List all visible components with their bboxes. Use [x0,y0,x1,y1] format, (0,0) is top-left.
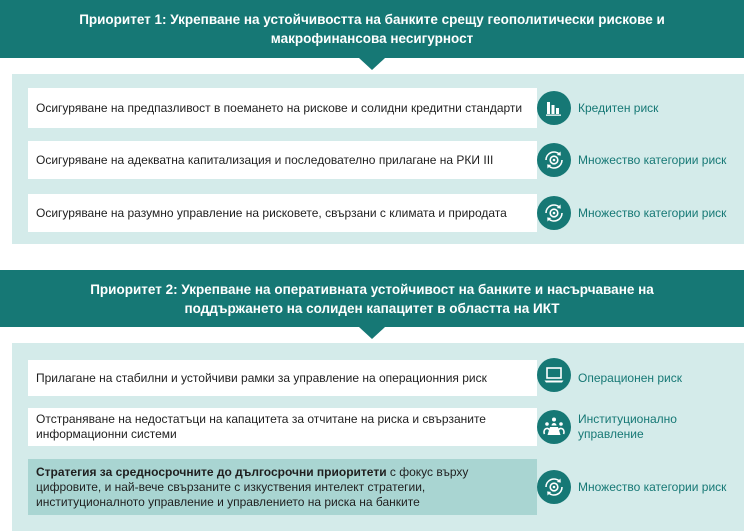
item-text: Осигуряване на адекватна капитализация и последователно прилагане на РКИ III [36,152,494,167]
gear-cycle-icon [537,470,571,504]
priority-1-item-3 [28,194,537,232]
priority-1-category-3: Множество категории риск [578,205,727,220]
laptop-icon [537,358,571,392]
item-text [36,465,529,510]
item-text: Отстраняване на недостатъци на капацитета за отчитане на риска и свързаните информационни системи [36,412,486,441]
gear-cycle-icon [537,143,571,177]
priority-2-category-1: Операционен риск [578,370,682,385]
priority-2-category-3: Множество категории риск [578,479,727,494]
item-text-bold: Стратегия за средносрочните до дългосрочни приоритети [36,464,387,479]
priority-1-banner [0,0,744,58]
priority-1-category-2: Множество категории риск [578,152,727,167]
priority-2-category-2: Институционално управление [578,412,677,441]
priority-1-title-line2: макрофинансова несигурност [270,31,474,46]
priority-2-title-line1: Приоритет 2: Укрепване на оперативната устойчивост на банките и насърчаване на [90,281,654,297]
item-text: Осигуряване на предпазливост в поемането на рискове и солидни кредитни стандарти [36,100,523,115]
priority-2-item-2 [28,408,537,446]
item-text: Осигуряване на разумно управление на рисковете, свързани с климата и природата [36,205,507,220]
item-text-rest: с фокус върху цифровите, и най-вече свързаните с изкуствения интелект стратегии, институционалното управление и управлението на риска на банките [36,464,469,509]
priority-2-title-line2: поддържането на солиден капацитет в областта на ИКТ [184,300,560,316]
gear-cycle-icon [537,196,571,230]
priority-2-item-1 [28,360,537,396]
item-text: Прилагане на стабилни и устойчиви рамки за управление на операционния риск [36,370,487,385]
priority-1-item-2 [28,141,537,179]
priority-1-item-1 [28,88,537,128]
priority-2-arrow [359,327,385,339]
priority-2-item-3 [28,459,537,515]
priority-1-category-1: Кредитен риск [578,100,659,115]
meeting-icon [537,410,571,444]
priority-2-panel [12,343,744,531]
priority-1-panel [12,74,744,244]
priority-2-banner [0,270,744,327]
priority-1-arrow [359,58,385,70]
bar-chart-icon [537,91,571,125]
priority-1-title-line1: Приоритет 1: Укрепване на устойчивостта на банките срещу геополитически рискове и [79,12,665,27]
